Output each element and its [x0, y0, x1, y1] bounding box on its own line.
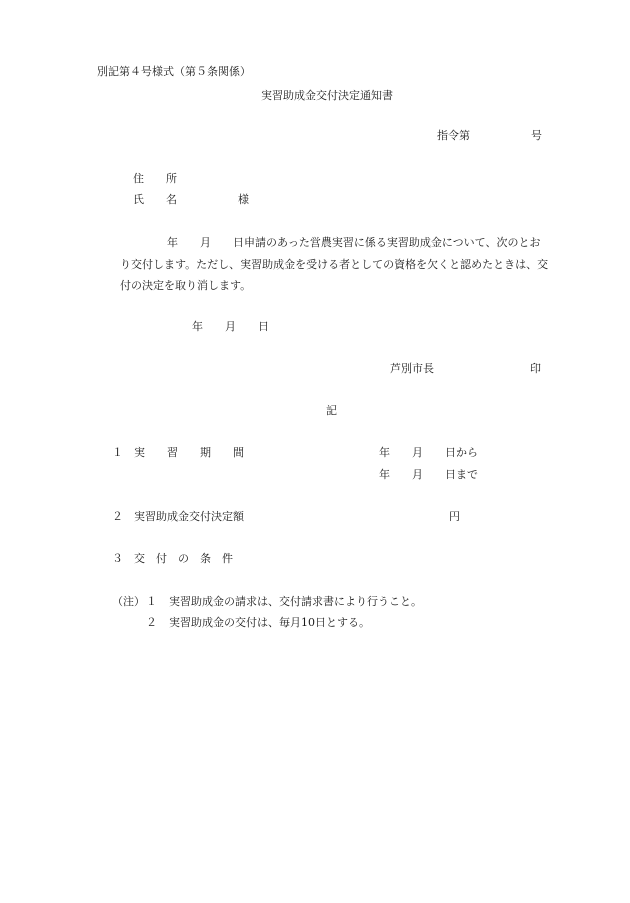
note-2-number: ２: [146, 616, 157, 629]
item-1-label: 実 習 期 間: [134, 446, 244, 459]
form-number: 別記第４号様式（第５条関係）: [97, 65, 251, 78]
name-label: 氏 名: [133, 193, 177, 206]
item-2-label: 実習助成金交付決定額: [134, 510, 244, 523]
issue-date: 年 月 日: [192, 320, 269, 333]
body-line-3: 付の決定を取り消します。: [120, 279, 252, 292]
item-3-number: ３: [112, 552, 123, 565]
item-3-label: 交 付 の 条 件: [134, 552, 233, 565]
honorific: 様: [238, 193, 249, 206]
body-line-1: 年 月 日申請のあった営農実習に係る実習助成金について、次のとお: [167, 236, 541, 249]
item-2-number: ２: [112, 510, 123, 523]
amount-unit: 円: [449, 510, 460, 523]
note-2-text: 実習助成金の交付は、毎月10日とする。: [169, 616, 370, 629]
note-1-text: 実習助成金の請求は、交付請求書により行うこと。: [169, 595, 422, 608]
period-from: 年 月 日から: [379, 446, 478, 459]
item-1-number: １: [112, 446, 123, 459]
body-line-2: り交付します。ただし、実習助成金を受ける者としての資格を欠くと認めたときは、交: [120, 258, 549, 271]
document-title: 実習助成金交付決定通知書: [261, 89, 393, 102]
directive-label: 指令第: [437, 129, 470, 142]
address-label: 住 所: [133, 172, 177, 185]
notes-label: （注）: [112, 595, 145, 608]
issuer-name: 芦別市長: [390, 362, 434, 375]
ki-heading: 記: [326, 404, 337, 417]
note-1-number: １: [146, 595, 157, 608]
seal-mark: 印: [530, 362, 541, 375]
period-to: 年 月 日まで: [379, 468, 478, 481]
directive-suffix: 号: [531, 129, 542, 142]
